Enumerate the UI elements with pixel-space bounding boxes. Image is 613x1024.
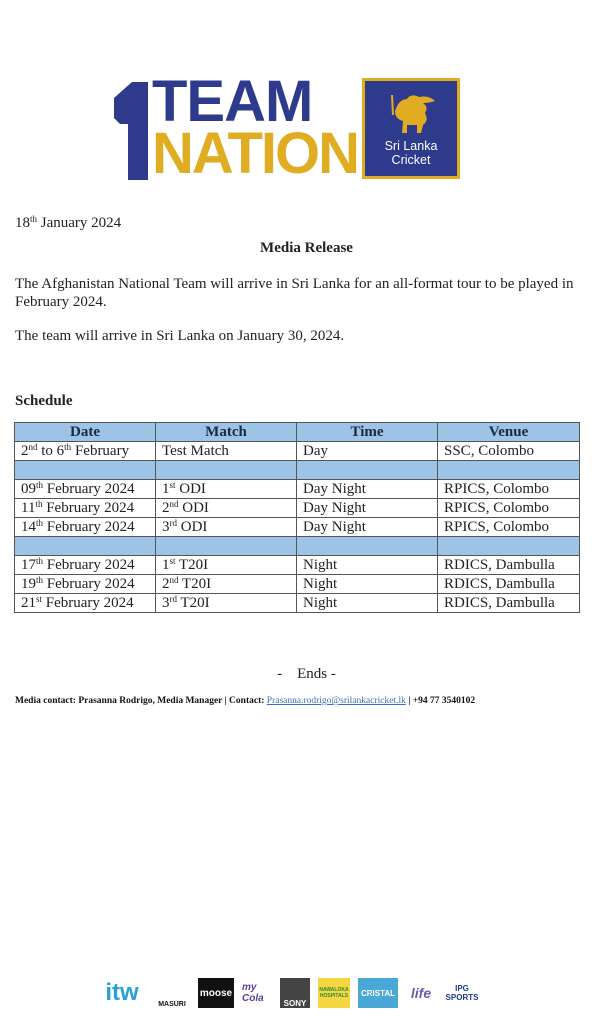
sponsor-sony-logo: SONY — [280, 978, 310, 1008]
separator-cell — [15, 461, 156, 480]
sponsor-itw-logo: itw — [105, 979, 139, 1006]
release-date: 18th January 2024 — [15, 214, 122, 231]
table-row — [15, 594, 580, 613]
date-cell: 11th February 2024 — [15, 499, 156, 518]
schedule-heading: Schedule — [15, 393, 73, 409]
sponsor-logos — [98, 976, 480, 1010]
time-cell: Day Night — [297, 480, 438, 499]
date-cell: 21st February 2024 — [15, 594, 156, 613]
header-venue: Venue — [438, 423, 580, 442]
lion-emblem-icon — [385, 91, 443, 135]
venue-cell: RDICS, Dambulla — [438, 556, 580, 575]
match-cell: 3rd T20I — [156, 594, 297, 613]
table-row — [15, 480, 580, 499]
separator-cell — [15, 537, 156, 556]
header-time: Time — [297, 423, 438, 442]
time-cell: Day Night — [297, 499, 438, 518]
schedule-body — [15, 442, 580, 613]
venue-cell: RPICS, Colombo — [438, 518, 580, 537]
table-row — [15, 499, 580, 518]
table-separator-row — [15, 537, 580, 556]
separator-cell — [297, 461, 438, 480]
badge-line-1: Sri Lanka — [384, 139, 438, 153]
sponsor-ipg-sports-logo: IPG SPORTS — [445, 984, 479, 1002]
contact-email-link[interactable]: Prasanna.rodrigo@srilankacricket.lk — [266, 696, 406, 706]
venue-cell: RPICS, Colombo — [438, 480, 580, 499]
match-cell: 1st ODI — [156, 480, 297, 499]
sponsor-life-logo: life — [410, 985, 432, 1001]
separator-cell — [438, 461, 580, 480]
separator-cell — [297, 537, 438, 556]
schedule-table — [14, 422, 580, 613]
sponsor-moose-logo: moose — [198, 978, 234, 1008]
sponsor-masuri-logo: MASURI — [158, 1001, 186, 1008]
separator-cell — [438, 537, 580, 556]
venue-cell: RDICS, Dambulla — [438, 594, 580, 613]
time-cell: Night — [297, 556, 438, 575]
paragraph-tour: The Afghanistan National Team will arrive in Sri Lanka for an all-format tour to be played in February 2024. — [15, 276, 574, 310]
match-cell: 1st T20I — [156, 556, 297, 575]
date-cell: 19th February 2024 — [15, 575, 156, 594]
sri-lanka-cricket-badge — [362, 78, 460, 179]
match-cell: 2nd T20I — [156, 575, 297, 594]
table-header-row — [15, 423, 580, 442]
sponsor-cristal-logo: CRISTAL — [358, 978, 398, 1008]
separator-cell — [156, 461, 297, 480]
time-cell: Day Night — [297, 518, 438, 537]
ends-marker: - Ends - — [277, 666, 336, 682]
page-title: Media Release — [260, 240, 353, 256]
venue-cell: RPICS, Colombo — [438, 499, 580, 518]
table-row — [15, 518, 580, 537]
time-cell: Night — [297, 594, 438, 613]
number-one-icon — [110, 80, 150, 180]
date-cell: 09th February 2024 — [15, 480, 156, 499]
sponsor-mycola-logo: my Cola — [242, 982, 264, 1004]
match-cell: 3rd ODI — [156, 518, 297, 537]
team-nation-logo — [110, 69, 466, 186]
logo-team-text: TEAM — [152, 69, 313, 134]
media-contact: Media contact: Prasanna Rodrigo, Media Manager | Contact: Prasanna.rodrigo@srilankacricket.lk | +94 77 3540102 — [15, 696, 476, 706]
date-cell: 14th February 2024 — [15, 518, 156, 537]
separator-cell — [156, 537, 297, 556]
match-cell: Test Match — [156, 442, 297, 461]
table-row — [15, 556, 580, 575]
table-separator-row — [15, 461, 580, 480]
paragraph-arrival: The team will arrive in Sri Lanka on January 30, 2024. — [15, 328, 345, 344]
date-cell: 17th February 2024 — [15, 556, 156, 575]
date-cell: 2nd to 6th February — [15, 442, 156, 461]
header-date: Date — [15, 423, 156, 442]
badge-line-2: Cricket — [391, 153, 431, 167]
logo-nation-text: NATION — [152, 121, 359, 186]
table-row — [15, 442, 580, 461]
venue-cell: SSC, Colombo — [438, 442, 580, 461]
match-cell: 2nd ODI — [156, 499, 297, 518]
time-cell: Day — [297, 442, 438, 461]
header-match: Match — [156, 423, 297, 442]
sponsor-nawaloka-logo: NAWALOKA HOSPITALS — [318, 978, 350, 1008]
table-row — [15, 575, 580, 594]
time-cell: Night — [297, 575, 438, 594]
venue-cell: RDICS, Dambulla — [438, 575, 580, 594]
